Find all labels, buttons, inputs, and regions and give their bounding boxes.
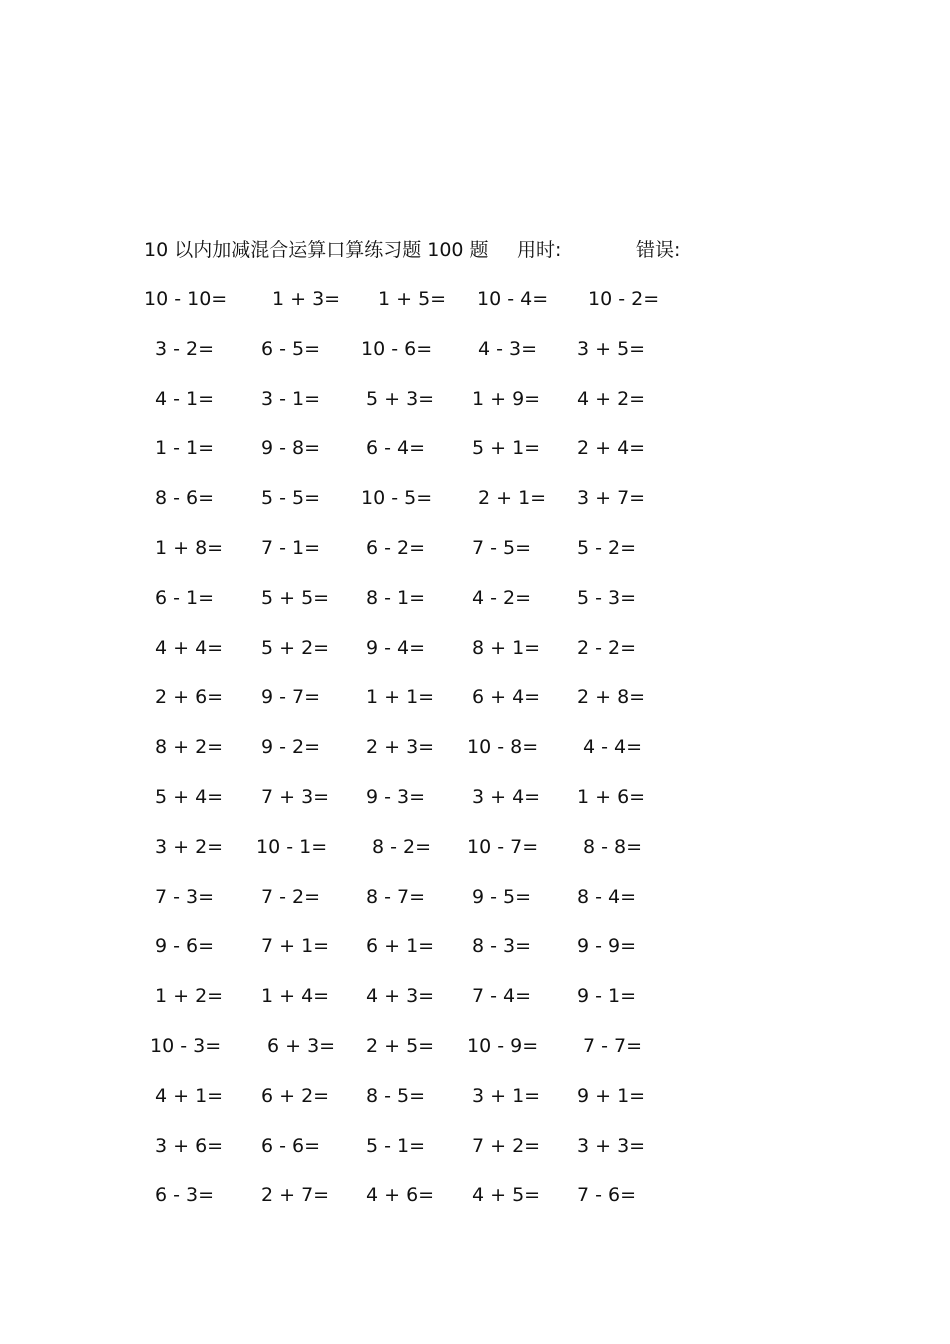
problem-item: 1 + 4= <box>261 985 330 1008</box>
problem-item: 2 + 8= <box>577 686 646 709</box>
problem-item: 10 - 9= <box>467 1035 539 1057</box>
problem-item: 10 - 3= <box>150 1035 222 1057</box>
problem-item: 7 - 2= <box>261 885 321 908</box>
problem-item: 4 + 4= <box>155 636 224 659</box>
problem-item: 2 + 4= <box>577 437 646 460</box>
problem-item: 6 + 1= <box>366 935 435 958</box>
problem-item: 9 - 1= <box>577 985 637 1008</box>
problem-item: 7 - 3= <box>155 885 215 908</box>
problem-item: 1 + 1= <box>366 686 435 709</box>
problem-item: 2 + 1= <box>478 487 547 510</box>
problem-item: 1 - 1= <box>155 437 215 460</box>
problem-item: 1 + 9= <box>472 387 541 410</box>
problem-item: 10 - 1= <box>256 835 328 858</box>
problem-item: 10 - 7= <box>467 835 539 858</box>
problem-item: 8 - 6= <box>155 487 215 510</box>
problem-item: 10 - 6= <box>361 337 433 360</box>
problem-item: 9 - 3= <box>366 786 426 808</box>
problem-item: 10 - 4= <box>477 288 549 310</box>
problem-item: 5 + 2= <box>261 636 330 659</box>
problem-item: 9 - 6= <box>155 935 215 958</box>
problem-item: 7 - 5= <box>472 537 532 559</box>
problem-item: 5 - 3= <box>577 586 637 609</box>
problem-item: 10 - 8= <box>467 736 539 759</box>
problem-item: 1 + 3= <box>272 288 341 310</box>
problem-item: 1 + 2= <box>155 985 224 1008</box>
problem-item: 7 - 6= <box>577 1184 637 1207</box>
problem-item: 9 - 9= <box>577 935 637 958</box>
problem-item: 6 - 2= <box>366 537 426 559</box>
problem-item: 1 + 8= <box>155 537 224 559</box>
problem-item: 8 + 2= <box>155 736 224 759</box>
problem-item: 8 - 3= <box>472 935 532 958</box>
problem-item: 2 + 3= <box>366 736 435 759</box>
problem-item: 8 - 2= <box>372 835 432 858</box>
problem-item: 9 + 1= <box>577 1084 646 1107</box>
problem-item: 4 + 5= <box>472 1184 541 1207</box>
problem-item: 9 - 4= <box>366 636 426 659</box>
problem-item: 5 + 5= <box>261 586 330 609</box>
problem-item: 6 - 1= <box>155 586 215 609</box>
problem-item: 3 + 2= <box>155 835 224 858</box>
problem-item: 6 + 2= <box>261 1084 330 1107</box>
problem-item: 8 - 8= <box>583 835 643 858</box>
problem-item: 9 - 2= <box>261 736 321 759</box>
problem-item: 5 + 1= <box>472 437 541 460</box>
problem-item: 10 - 10= <box>144 288 228 310</box>
problem-item: 5 + 3= <box>366 387 435 410</box>
problem-item: 3 - 1= <box>261 387 321 410</box>
problem-item: 3 + 4= <box>472 786 541 808</box>
worksheet-title: 10 以内加减混合运算口算练习题 100 题 <box>144 239 489 261</box>
problem-item: 3 + 1= <box>472 1084 541 1107</box>
problem-item: 2 + 5= <box>366 1035 435 1057</box>
problem-item: 4 + 6= <box>366 1184 435 1207</box>
problem-item: 4 + 1= <box>155 1084 224 1107</box>
problem-item: 6 + 4= <box>472 686 541 709</box>
problem-item: 9 - 5= <box>472 885 532 908</box>
problem-item: 5 - 2= <box>577 537 637 559</box>
problem-item: 1 + 6= <box>577 786 646 808</box>
problem-item: 8 - 4= <box>577 885 637 908</box>
problem-item: 3 - 2= <box>155 337 215 360</box>
problem-item: 8 + 1= <box>472 636 541 659</box>
time-used-label: 用时: <box>517 239 562 261</box>
problem-item: 7 + 2= <box>472 1134 541 1157</box>
problem-item: 3 + 5= <box>577 337 646 360</box>
problem-item: 3 + 3= <box>577 1134 646 1157</box>
problem-item: 7 + 1= <box>261 935 330 958</box>
problem-item: 4 + 2= <box>577 387 646 410</box>
problem-item: 4 - 2= <box>472 586 532 609</box>
problem-item: 8 - 7= <box>366 885 426 908</box>
problem-item: 9 - 7= <box>261 686 321 709</box>
problem-item: 2 - 2= <box>577 636 637 659</box>
problem-item: 2 + 6= <box>155 686 224 709</box>
problem-item: 4 + 3= <box>366 985 435 1008</box>
problem-item: 10 - 5= <box>361 487 433 510</box>
problem-item: 5 + 4= <box>155 786 224 808</box>
problem-item: 10 - 2= <box>588 288 660 310</box>
problem-item: 5 - 1= <box>366 1134 426 1157</box>
problem-item: 5 - 5= <box>261 487 321 510</box>
problem-item: 1 + 5= <box>378 288 447 310</box>
problem-item: 8 - 5= <box>366 1084 426 1107</box>
problem-item: 8 - 1= <box>366 586 426 609</box>
problem-item: 4 - 3= <box>478 337 538 360</box>
problem-item: 6 + 3= <box>267 1035 336 1057</box>
problem-item: 9 - 8= <box>261 437 321 460</box>
problem-item: 6 - 4= <box>366 437 426 460</box>
problem-item: 6 - 3= <box>155 1184 215 1207</box>
problem-item: 7 - 7= <box>583 1035 643 1057</box>
problem-item: 7 - 1= <box>261 537 321 559</box>
problem-item: 3 + 6= <box>155 1134 224 1157</box>
problem-item: 2 + 7= <box>261 1184 330 1207</box>
problem-item: 4 - 1= <box>155 387 215 410</box>
problem-item: 7 + 3= <box>261 786 330 808</box>
problem-item: 6 - 6= <box>261 1134 321 1157</box>
problem-item: 7 - 4= <box>472 985 532 1008</box>
problem-item: 6 - 5= <box>261 337 321 360</box>
problem-item: 3 + 7= <box>577 487 646 510</box>
errors-label: 错误: <box>636 239 681 261</box>
problem-item: 4 - 4= <box>583 736 643 759</box>
